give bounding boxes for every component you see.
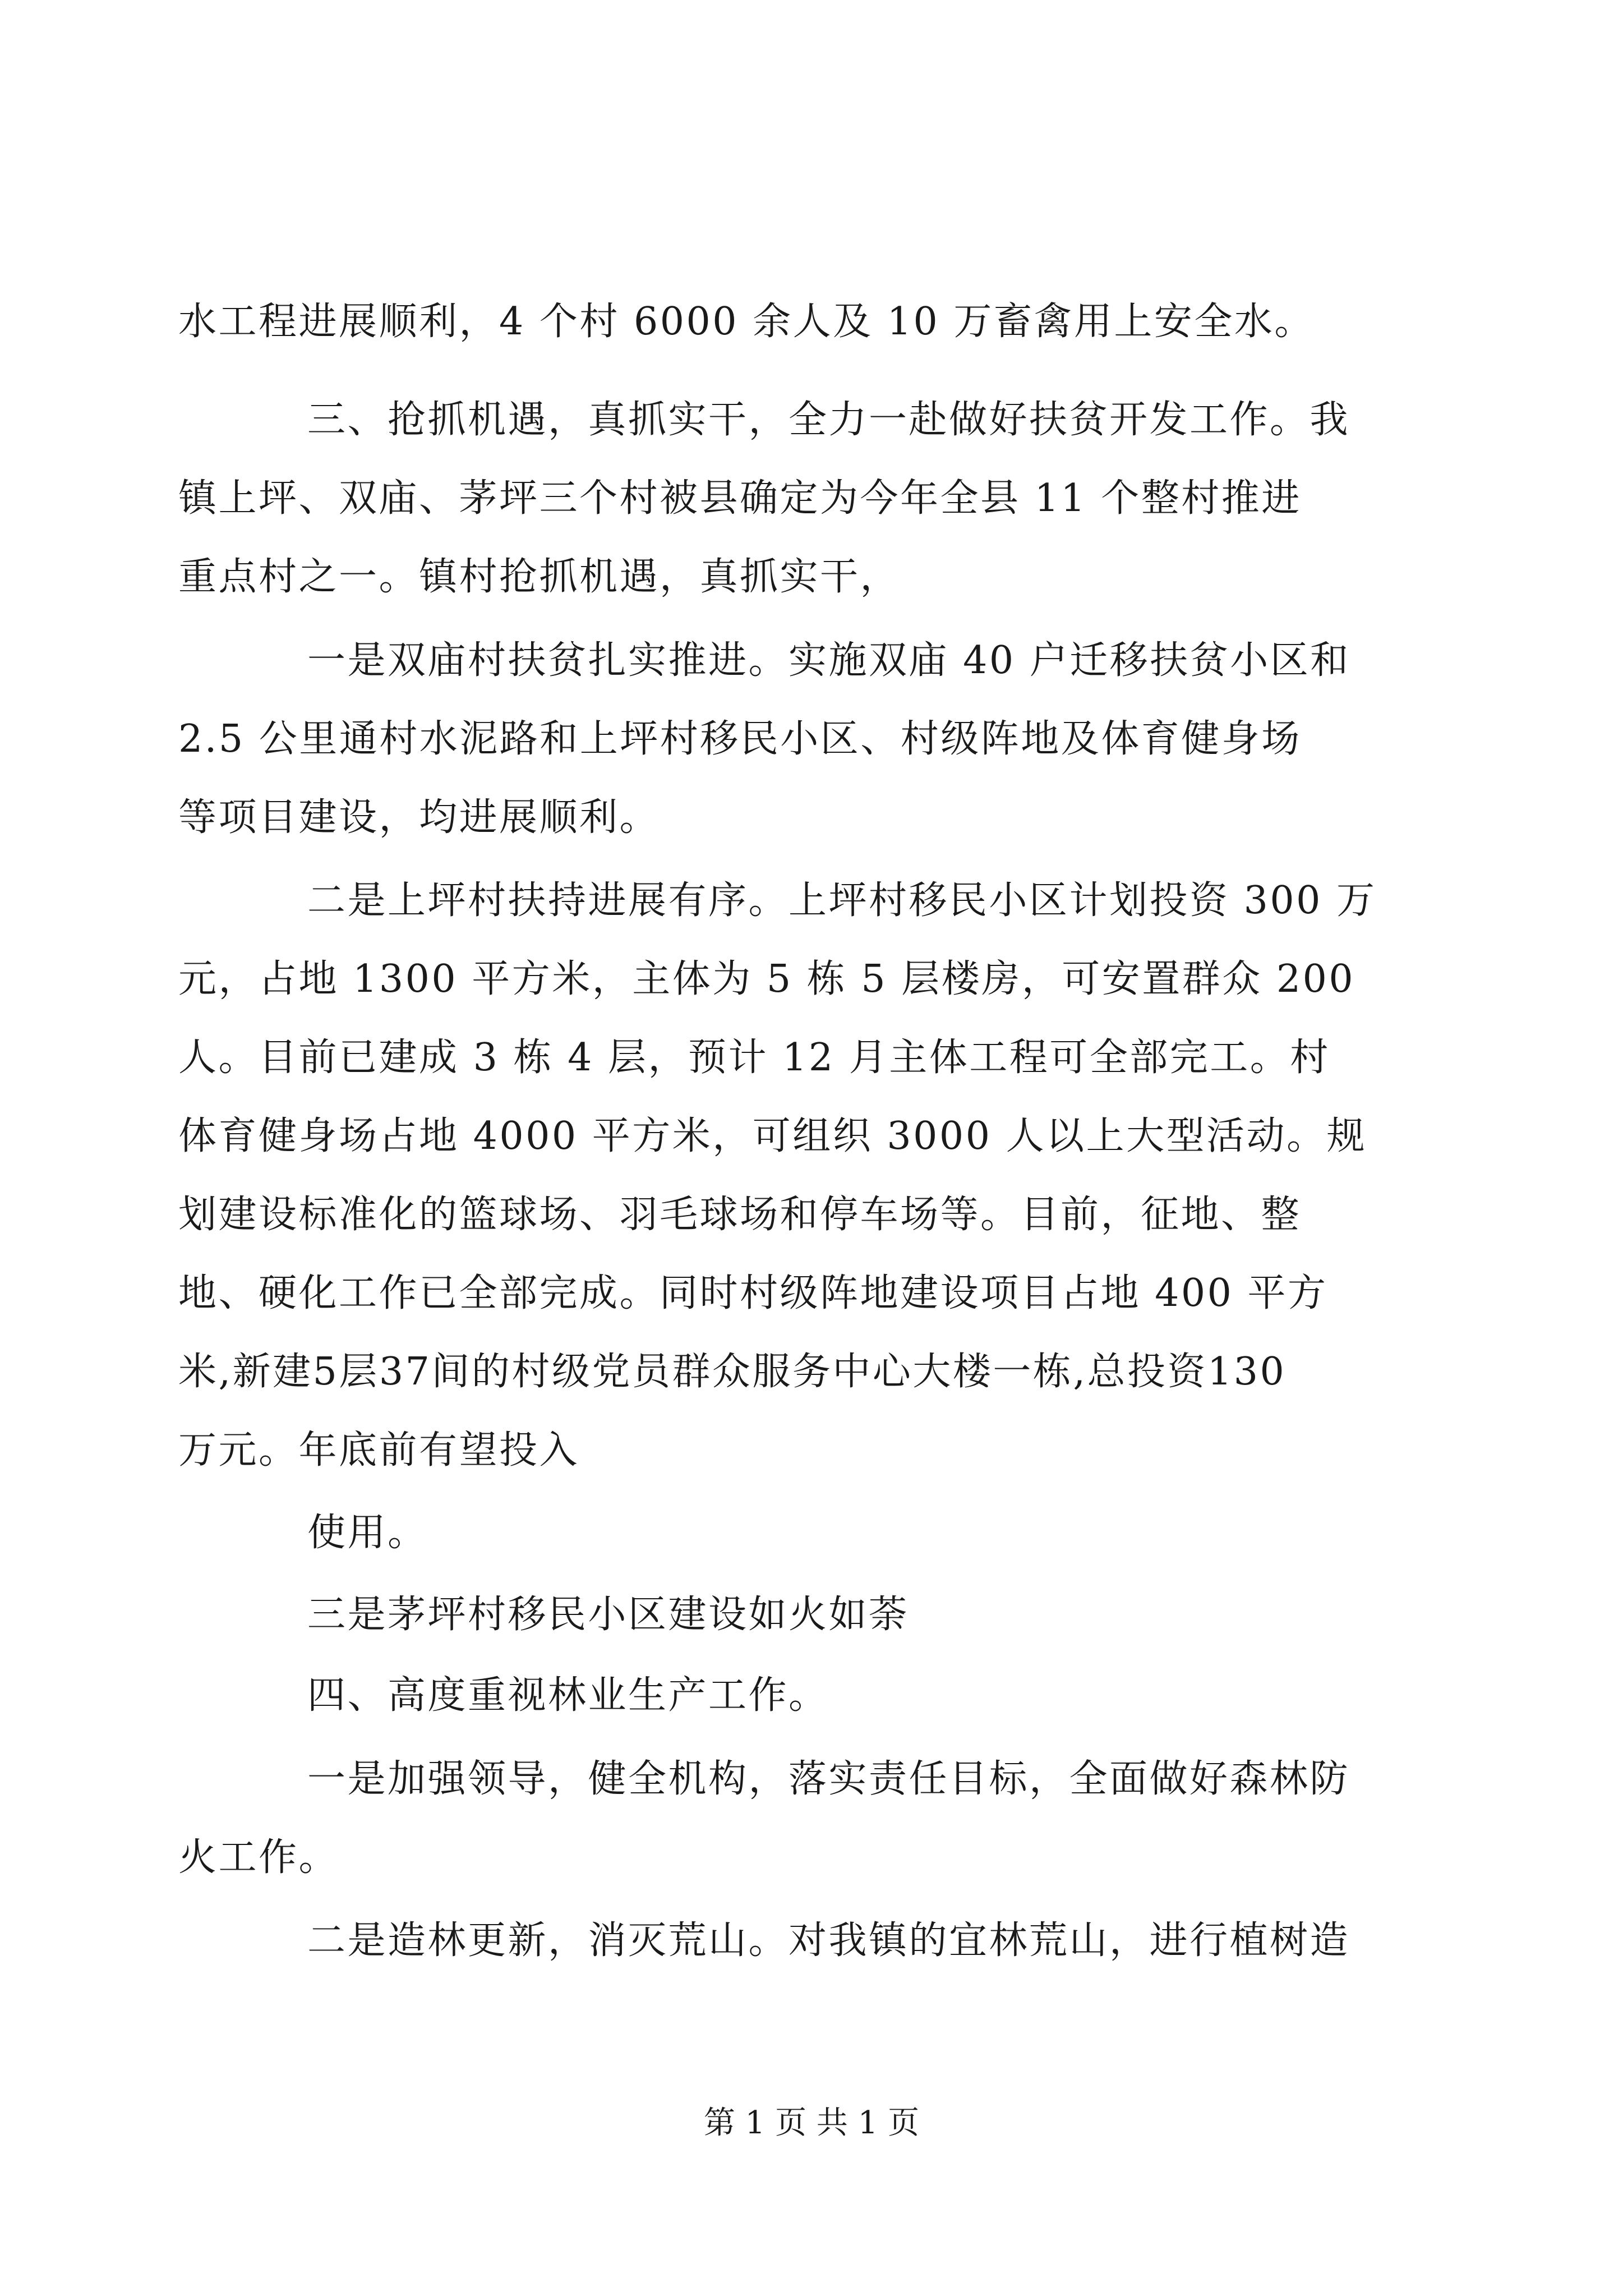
text-line: 火工作。 <box>178 1835 339 1880</box>
text-line: 二是上坪村扶持进展有序。上坪村移民小区计划投资 300 万 <box>307 878 1377 923</box>
text-line: 三是茅坪村移民小区建设如火如荼 <box>307 1593 909 1637</box>
text-line: 三、抢抓机遇，真抓实干，全力一赴做好扶贫开发工作。我 <box>307 398 1350 442</box>
text-line: 重点村之一。镇村抢抓机遇，真抓实干， <box>178 555 901 599</box>
text-line: 2.5 公里通村水泥路和上坪村移民小区、村级阵地及体育健身场 <box>178 717 1302 761</box>
text-line: 等项目建设，均进展顺利。 <box>178 795 660 840</box>
text-line: 镇上坪、双庙、茅坪三个村被县确定为今年全县 11 个整村推进 <box>178 476 1302 521</box>
text-line: 二是造林更新，消灭荒山。对我镇的宜林荒山，进行植树造 <box>307 1918 1350 1963</box>
text-line: 四、高度重视林业生产工作。 <box>307 1673 829 1718</box>
text-line: 地、硬化工作已全部完成。同时村级阵地建设项目占地 400 平方 <box>178 1271 1328 1315</box>
page-footer: 第 1 页 共 1 页 <box>703 2105 920 2141</box>
text-line: 使用。 <box>307 1511 428 1555</box>
text-line: 一是加强领导，健全机构，落实责任目标，全面做好森林防 <box>307 1757 1350 1801</box>
text-line: 米,新建5层37间的村级党员群众服务中心大楼一栋,总投资130 <box>178 1350 1287 1394</box>
text-line: 划建设标准化的篮球场、羽毛球场和停车场等。目前，征地、整 <box>178 1193 1302 1237</box>
text-line: 万元。年底前有望投入 <box>178 1428 580 1473</box>
text-line: 元，占地 1300 平方米，主体为 5 栋 5 层楼房，可安置群众 200 <box>178 957 1355 1001</box>
text-line: 水工程进展顺利，4 个村 6000 余人及 10 万畜禽用上安全水。 <box>178 300 1315 344</box>
text-line: 一是双庙村扶贫扎实推进。实施双庙 40 户迁移扶贫小区和 <box>307 638 1350 683</box>
text-line: 体育健身场占地 4000 平方米，可组织 3000 人以上大型活动。规 <box>178 1114 1367 1158</box>
text-line: 人。目前已建成 3 栋 4 层，预计 12 月主体工程可全部完工。村 <box>178 1036 1330 1080</box>
